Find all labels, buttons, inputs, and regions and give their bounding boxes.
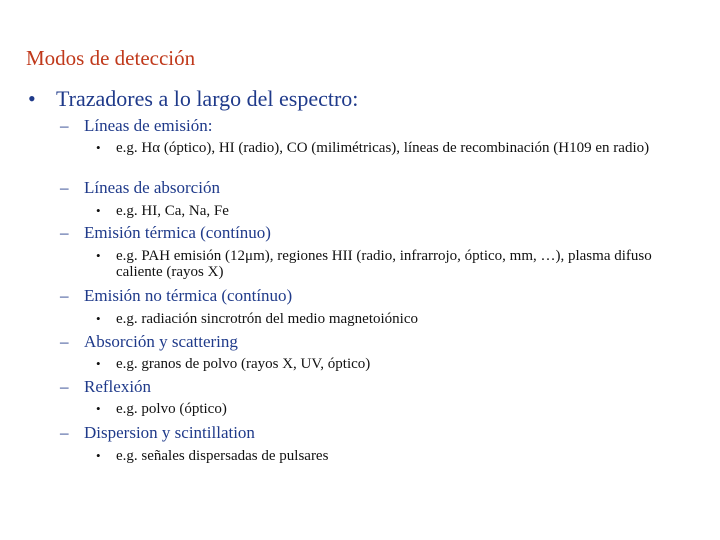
dash-marker: –: [60, 223, 69, 242]
section-heading-nonthermal-emission: [60, 286, 292, 306]
section-heading-text: Dispersion y scintillation: [84, 423, 255, 442]
slide-title: Modos de detección: [26, 46, 196, 70]
bullet-marker: •: [28, 86, 36, 111]
section-heading-text: Reflexión: [84, 377, 152, 396]
dash-marker: –: [60, 377, 69, 396]
main-bullet: [28, 86, 358, 112]
section-heading-emission-lines: [60, 116, 212, 136]
dash-marker: –: [60, 178, 69, 197]
section-detail-absorption-scattering: [96, 356, 696, 372]
section-detail-nonthermal-emission: [96, 311, 696, 327]
section-detail-text: e.g. radiación sincrotrón del medio magnetoiónico: [116, 311, 418, 327]
dash-marker: –: [60, 116, 69, 135]
section-detail-emission-lines: [96, 140, 696, 156]
dash-marker: –: [60, 423, 69, 442]
section-heading-text: Emisión no térmica (contínuo): [84, 286, 293, 305]
section-detail-text: e.g. HI, Ca, Na, Fe: [116, 203, 229, 219]
section-heading-text: Líneas de absorción: [84, 178, 220, 197]
section-detail-text: e.g. Hα (óptico), HI (radio), CO (milimétricas), líneas de recombinación (H109 en radio): [116, 140, 650, 156]
section-detail-dispersion-scintillation: [96, 448, 696, 464]
section-detail-reflection: [96, 401, 696, 417]
section-heading-thermal-emission: [60, 223, 271, 243]
section-detail-text: e.g. polvo (óptico): [116, 401, 227, 417]
bullet-marker: •: [96, 203, 101, 218]
dash-marker: –: [60, 286, 69, 305]
section-detail-thermal-emission: [96, 248, 696, 280]
bullet-marker: •: [96, 311, 101, 326]
bullet-marker: •: [96, 248, 101, 263]
bullet-marker: •: [96, 356, 101, 371]
section-detail-text: e.g. PAH emisión (12μm), regiones HII (radio, infrarrojo, óptico, mm, …), plasma difuso caliente (rayos X): [116, 248, 652, 280]
bullet-marker: •: [96, 140, 101, 155]
section-heading-text: Líneas de emisión:: [84, 116, 213, 135]
section-detail-text: e.g. señales dispersadas de pulsares: [116, 448, 329, 464]
section-heading-absorption-scattering: [60, 332, 238, 352]
section-detail-text: e.g. granos de polvo (rayos X, UV, óptico): [116, 356, 371, 372]
section-heading-dispersion-scintillation: [60, 423, 255, 443]
main-bullet-text: Trazadores a lo largo del espectro:: [56, 86, 359, 111]
section-detail-absorption-lines: [96, 203, 696, 219]
dash-marker: –: [60, 332, 69, 351]
section-heading-text: Absorción y scattering: [84, 332, 238, 351]
section-heading-reflection: [60, 377, 151, 397]
bullet-marker: •: [96, 448, 101, 463]
section-heading-text: Emisión térmica (contínuo): [84, 223, 271, 242]
bullet-marker: •: [96, 401, 101, 416]
section-heading-absorption-lines: [60, 178, 220, 198]
